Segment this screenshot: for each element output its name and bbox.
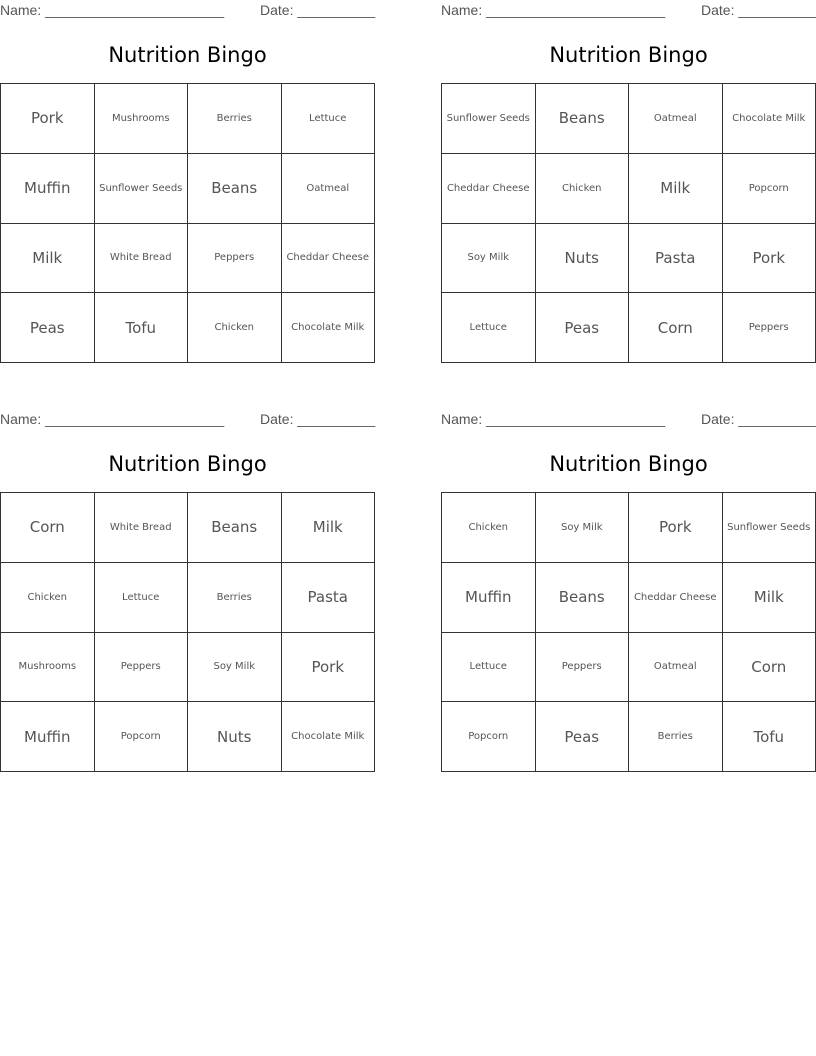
bingo-cell[interactable]: Oatmeal xyxy=(629,84,723,154)
bingo-cell[interactable]: Chicken xyxy=(1,563,95,633)
bingo-cell[interactable]: Chocolate Milk xyxy=(282,293,376,363)
bingo-cell[interactable]: Peppers xyxy=(723,293,816,363)
card-header xyxy=(0,0,375,22)
bingo-card xyxy=(0,0,375,365)
bingo-cell[interactable]: Chicken xyxy=(536,154,630,224)
bingo-cell[interactable]: Milk xyxy=(282,493,376,563)
bingo-cell[interactable]: Pork xyxy=(629,493,723,563)
date-field[interactable]: Date: __________ xyxy=(260,2,376,18)
bingo-cell[interactable]: Sunflower Seeds xyxy=(95,154,189,224)
bingo-cell[interactable]: Corn xyxy=(1,493,95,563)
bingo-cell[interactable]: Muffin xyxy=(442,563,536,633)
bingo-cell[interactable]: Soy Milk xyxy=(188,633,282,703)
name-field[interactable]: Name: _______________________ xyxy=(441,411,666,427)
bingo-cell[interactable]: White Bread xyxy=(95,224,189,294)
card-title: Nutrition Bingo xyxy=(549,452,708,476)
bingo-grid xyxy=(0,492,375,772)
bingo-cell[interactable]: Peas xyxy=(536,702,630,772)
bingo-cell[interactable]: Chocolate Milk xyxy=(282,702,376,772)
bingo-cell[interactable]: Berries xyxy=(188,563,282,633)
date-field[interactable]: Date: __________ xyxy=(701,411,816,427)
bingo-cell[interactable]: Sunflower Seeds xyxy=(442,84,536,154)
date-field[interactable]: Date: __________ xyxy=(260,411,376,427)
bingo-cell[interactable]: Mushrooms xyxy=(1,633,95,703)
bingo-cell[interactable]: Mushrooms xyxy=(95,84,189,154)
bingo-cell[interactable]: Pasta xyxy=(282,563,376,633)
bingo-cell[interactable]: Pork xyxy=(723,224,816,294)
bingo-cell[interactable]: Cheddar Cheese xyxy=(629,563,723,633)
bingo-cell[interactable]: Milk xyxy=(1,224,95,294)
bingo-cell[interactable]: Muffin xyxy=(1,702,95,772)
bingo-cell[interactable]: Milk xyxy=(723,563,816,633)
bingo-grid xyxy=(441,83,816,363)
bingo-cell[interactable]: Soy Milk xyxy=(536,493,630,563)
bingo-cell[interactable]: Oatmeal xyxy=(282,154,376,224)
bingo-cell[interactable]: Pasta xyxy=(629,224,723,294)
bingo-cell[interactable]: Peppers xyxy=(95,633,189,703)
bingo-cell[interactable]: Nuts xyxy=(188,702,282,772)
card-header xyxy=(0,409,375,431)
bingo-cell[interactable]: Corn xyxy=(723,633,816,703)
bingo-cell[interactable]: Peppers xyxy=(188,224,282,294)
bingo-cell[interactable]: Tofu xyxy=(95,293,189,363)
bingo-cell[interactable]: Soy Milk xyxy=(442,224,536,294)
bingo-cell[interactable]: Pork xyxy=(1,84,95,154)
bingo-cell[interactable]: Pork xyxy=(282,633,376,703)
bingo-cell[interactable]: Beans xyxy=(188,493,282,563)
bingo-cell[interactable]: Beans xyxy=(536,563,630,633)
card-title: Nutrition Bingo xyxy=(549,43,708,67)
bingo-cell[interactable]: Oatmeal xyxy=(629,633,723,703)
bingo-cell[interactable]: Chicken xyxy=(442,493,536,563)
bingo-cell[interactable]: Popcorn xyxy=(723,154,816,224)
bingo-grid xyxy=(441,492,816,772)
name-field[interactable]: Name: _______________________ xyxy=(0,2,225,18)
bingo-cell[interactable]: Cheddar Cheese xyxy=(442,154,536,224)
bingo-cell[interactable]: Lettuce xyxy=(282,84,376,154)
bingo-cell[interactable]: Muffin xyxy=(1,154,95,224)
name-field[interactable]: Name: _______________________ xyxy=(0,411,225,427)
bingo-card xyxy=(441,0,816,365)
bingo-cell[interactable]: Beans xyxy=(188,154,282,224)
bingo-cell[interactable]: White Bread xyxy=(95,493,189,563)
bingo-cell[interactable]: Cheddar Cheese xyxy=(282,224,376,294)
bingo-cell[interactable]: Beans xyxy=(536,84,630,154)
name-field[interactable]: Name: _______________________ xyxy=(441,2,666,18)
bingo-cell[interactable]: Berries xyxy=(188,84,282,154)
bingo-cell[interactable]: Lettuce xyxy=(95,563,189,633)
bingo-card xyxy=(0,409,375,774)
card-header xyxy=(441,0,816,22)
bingo-cell[interactable]: Chocolate Milk xyxy=(723,84,816,154)
bingo-cell[interactable]: Peas xyxy=(536,293,630,363)
bingo-grid xyxy=(0,83,375,363)
card-title: Nutrition Bingo xyxy=(108,452,267,476)
bingo-card xyxy=(441,409,816,774)
bingo-cell[interactable]: Lettuce xyxy=(442,633,536,703)
bingo-cell[interactable]: Popcorn xyxy=(95,702,189,772)
bingo-cell[interactable]: Peppers xyxy=(536,633,630,703)
bingo-cell[interactable]: Milk xyxy=(629,154,723,224)
date-field[interactable]: Date: __________ xyxy=(701,2,816,18)
bingo-cell[interactable]: Chicken xyxy=(188,293,282,363)
bingo-cell[interactable]: Popcorn xyxy=(442,702,536,772)
bingo-cell[interactable]: Nuts xyxy=(536,224,630,294)
card-title: Nutrition Bingo xyxy=(108,43,267,67)
bingo-cell[interactable]: Corn xyxy=(629,293,723,363)
bingo-cell[interactable]: Peas xyxy=(1,293,95,363)
bingo-cell[interactable]: Tofu xyxy=(723,702,816,772)
card-header xyxy=(441,409,816,431)
bingo-cell[interactable]: Lettuce xyxy=(442,293,536,363)
bingo-cell[interactable]: Berries xyxy=(629,702,723,772)
bingo-cell[interactable]: Sunflower Seeds xyxy=(723,493,816,563)
